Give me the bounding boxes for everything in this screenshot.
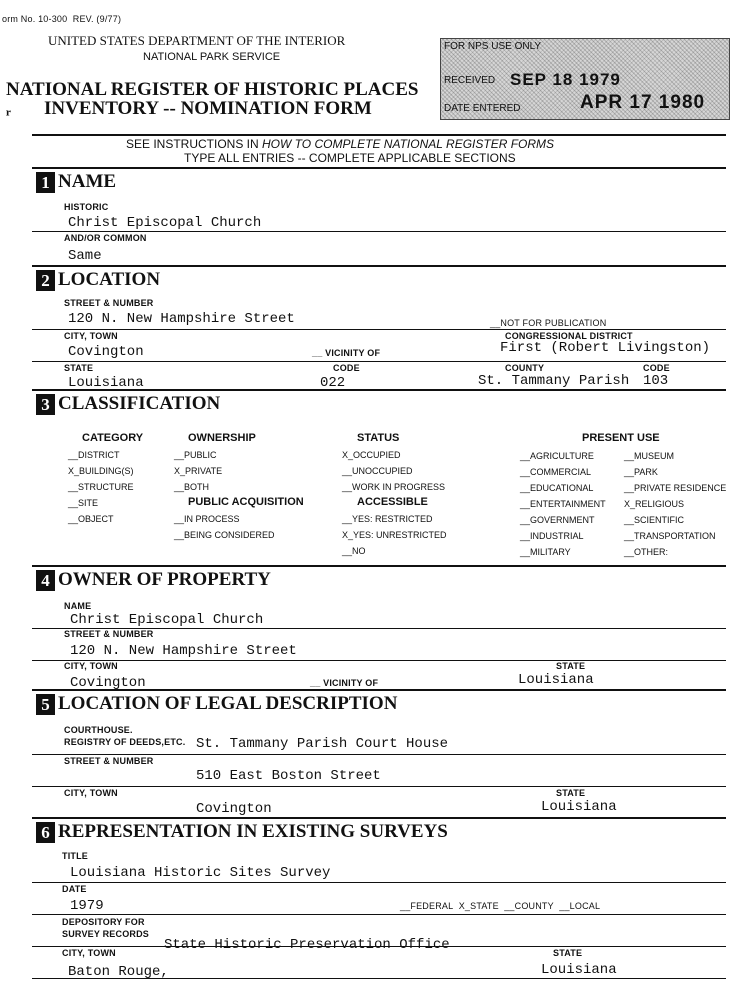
owner-name-label: NAME — [64, 601, 92, 611]
section-4-heading — [36, 569, 271, 591]
section-title: LOCATION — [58, 269, 161, 290]
section-divider — [32, 817, 726, 819]
status-option: __WORK IN PROGRESS — [342, 482, 446, 492]
owner-street-label: STREET & NUMBER — [64, 629, 154, 639]
vicinity-of: __ VICINITY OF — [312, 348, 381, 358]
received-label: RECEIVED — [444, 75, 496, 86]
ownership-option: X_PRIVATE — [174, 466, 223, 476]
courthouse-label-2: REGISTRY OF DEEDS,ETC. — [64, 737, 186, 747]
section-divider — [32, 265, 726, 267]
acquisition-heading: PUBLIC ACQUISITION — [188, 496, 304, 508]
category-option: __DISTRICT — [68, 450, 120, 460]
present-use-option: __MUSEUM — [624, 451, 675, 461]
legal-city-label: CITY, TOWN — [64, 788, 118, 798]
field-line — [32, 914, 726, 915]
ownership-option: __BOTH — [174, 482, 210, 492]
section-divider — [32, 167, 726, 169]
owner-vicinity-of: __ VICINITY OF — [310, 678, 379, 688]
present-use-option: __ENTERTAINMENT — [520, 499, 606, 509]
present-use-option: __PARK — [624, 467, 658, 477]
survey-city-value: Baton Rouge, — [68, 964, 169, 980]
field-line — [32, 754, 726, 755]
owner-street-value: 120 N. New Hampshire Street — [70, 643, 297, 659]
present-use-option: __INDUSTRIAL — [520, 531, 584, 541]
legal-street-value: 510 East Boston Street — [196, 768, 381, 784]
status-list — [342, 447, 445, 495]
survey-level: __FEDERAL X_STATE __COUNTY __LOCAL — [400, 901, 601, 911]
present-use-option: __EDUCATIONAL — [520, 483, 594, 493]
survey-state-value: Louisiana — [541, 962, 617, 978]
accessible-list — [342, 511, 447, 559]
section-3-heading — [36, 393, 220, 415]
code2-value: 103 — [643, 373, 669, 389]
department-name: UNITED STATES DEPARTMENT OF THE INTERIOR — [48, 33, 346, 48]
depository-label-1: DEPOSITORY FOR — [62, 917, 145, 927]
present-use-option: __PRIVATE RESIDENCE — [624, 483, 727, 493]
survey-state-label: STATE — [553, 948, 583, 958]
street-label: STREET & NUMBER — [64, 298, 154, 308]
service-name: NATIONAL PARK SERVICE — [143, 51, 281, 63]
code-value: 022 — [320, 375, 346, 391]
present-use-option: __COMMERCIAL — [520, 467, 592, 477]
county-label: COUNTY — [505, 363, 545, 373]
ownership-heading: OWNERSHIP — [188, 432, 256, 444]
section-divider — [32, 565, 726, 567]
section-title: OWNER OF PROPERTY — [58, 569, 271, 590]
owner-city-value: Covington — [70, 675, 146, 691]
survey-date-value: 1979 — [70, 898, 104, 914]
present-use-option: __SCIENTIFIC — [624, 515, 685, 525]
owner-city-label: CITY, TOWN — [64, 661, 118, 671]
field-line — [32, 660, 726, 661]
legal-state-label: STATE — [556, 788, 586, 798]
form-title-line2: ᵣ INVENTORY -- NOMINATION FORM — [6, 98, 372, 119]
city-value: Covington — [68, 344, 144, 360]
section-number: 6 — [36, 822, 55, 843]
legal-state-value: Louisiana — [541, 799, 617, 815]
present-use-option: X_RELIGIOUS — [624, 499, 685, 509]
field-line — [32, 978, 726, 979]
survey-title-value: Louisiana Historic Sites Survey — [70, 865, 331, 881]
present-use-option: __GOVERNMENT — [520, 515, 595, 525]
field-line — [32, 946, 726, 947]
depository-label-2: SURVEY RECORDS — [62, 929, 149, 939]
owner-state-value: Louisiana — [518, 672, 594, 688]
header-rule — [32, 134, 726, 136]
code-label: CODE — [333, 363, 360, 373]
section-title: NAME — [58, 171, 117, 192]
category-option: __SITE — [68, 498, 99, 508]
acquisition-list — [174, 511, 275, 543]
field-line — [32, 231, 726, 232]
congressional-label: CONGRESSIONAL DISTRICT — [505, 331, 633, 341]
state-label: STATE — [64, 363, 94, 373]
field-line — [32, 361, 726, 362]
owner-name-value: Christ Episcopal Church — [70, 612, 264, 628]
section-number: 1 — [36, 172, 55, 193]
ownership-option: __PUBLIC — [174, 450, 217, 460]
present-use-heading: PRESENT USE — [582, 432, 660, 444]
common-label: AND/OR COMMON — [64, 233, 147, 243]
survey-city-label: CITY, TOWN — [62, 948, 116, 958]
present-use-list-left — [520, 448, 606, 560]
present-use-option: __TRANSPORTATION — [624, 531, 716, 541]
received-stamp: SEP 18 1979 — [510, 70, 621, 89]
present-use-option: __MILITARY — [520, 547, 571, 557]
section-number: 3 — [36, 394, 55, 415]
survey-date-label: DATE — [62, 884, 87, 894]
status-option: X_OCCUPIED — [342, 450, 401, 460]
section-divider — [32, 389, 726, 391]
street-value: 120 N. New Hampshire Street — [68, 311, 295, 327]
historic-label: HISTORIC — [64, 202, 109, 212]
section-2-heading — [36, 269, 160, 291]
section-divider — [32, 689, 726, 691]
instructions-line2: TYPE ALL ENTRIES -- COMPLETE APPLICABLE SECTIONS — [184, 151, 516, 165]
category-option: __STRUCTURE — [68, 482, 134, 492]
legal-street-label: STREET & NUMBER — [64, 756, 154, 766]
form-number: orm No. 10-300 REV. (9/77) — [2, 14, 122, 24]
section-title: REPRESENTATION IN EXISTING SURVEYS — [58, 821, 448, 842]
courthouse-value: St. Tammany Parish Court House — [196, 736, 449, 752]
category-list — [68, 447, 134, 527]
state-value: Louisiana — [68, 375, 144, 391]
accessible-option: __YES: RESTRICTED — [342, 514, 433, 524]
nps-label: FOR NPS USE ONLY — [444, 41, 542, 52]
depository-value: State Historic Preservation Office — [164, 937, 450, 953]
section-number: 4 — [36, 570, 55, 591]
section-number: 2 — [36, 270, 55, 291]
present-use-option: __OTHER: — [624, 547, 669, 557]
congressional-value: First (Robert Livingston) — [500, 340, 711, 356]
date-entered-label: DATE ENTERED — [444, 103, 521, 114]
common-value: Same — [68, 248, 102, 264]
accessible-option: X_YES: UNRESTRICTED — [342, 530, 447, 540]
not-for-publication: __NOT FOR PUBLICATION — [490, 318, 607, 328]
historic-value: Christ Episcopal Church — [68, 215, 262, 231]
section-number: 5 — [36, 694, 55, 715]
field-line — [32, 329, 726, 330]
accessible-option: __NO — [342, 546, 366, 556]
section-title: LOCATION OF LEGAL DESCRIPTION — [58, 693, 398, 714]
owner-state-label: STATE — [556, 661, 586, 671]
courthouse-label-1: COURTHOUSE. — [64, 725, 133, 735]
survey-title-label: TITLE — [62, 851, 88, 861]
date-entered-stamp: APR 17 1980 — [580, 92, 706, 113]
legal-city-value: Covington — [196, 801, 272, 817]
category-option: __OBJECT — [68, 514, 114, 524]
section-title: CLASSIFICATION — [58, 393, 221, 414]
status-option: __UNOCCUPIED — [342, 466, 413, 476]
city-label: CITY, TOWN — [64, 331, 118, 341]
status-heading: STATUS — [357, 432, 400, 444]
form-title-line1: NATIONAL REGISTER OF HISTORIC PLACES — [6, 79, 419, 100]
ownership-list — [174, 447, 222, 495]
field-line — [32, 882, 726, 883]
section-6-heading — [36, 821, 448, 843]
present-use-option: __AGRICULTURE — [520, 451, 594, 461]
accessible-heading: ACCESSIBLE — [357, 496, 428, 508]
present-use-list-right — [624, 448, 726, 560]
county-value: St. Tammany Parish — [478, 373, 630, 389]
category-option: X_BUILDING(S) — [68, 466, 134, 476]
field-line — [32, 786, 726, 787]
acquisition-option: __IN PROCESS — [174, 514, 240, 524]
code2-label: CODE — [643, 363, 670, 373]
section-5-heading — [36, 693, 397, 715]
section-1-heading — [36, 171, 116, 193]
acquisition-option: __BEING CONSIDERED — [174, 530, 275, 540]
category-heading: CATEGORY — [82, 432, 144, 444]
instructions-line1: SEE INSTRUCTIONS IN HOW TO COMPLETE NATIONAL REGISTER FORMS — [126, 137, 555, 151]
